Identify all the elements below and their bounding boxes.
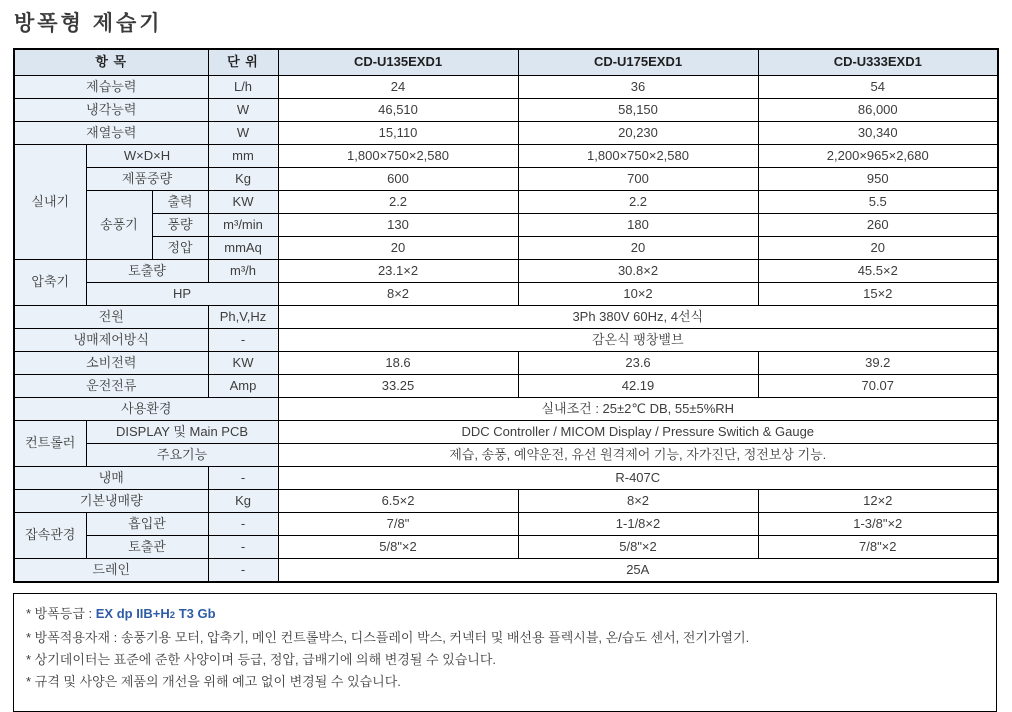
row-drain (14, 559, 998, 583)
note-explosion-class (26, 603, 984, 627)
spec-value-span: R-407C (278, 467, 998, 490)
spec-value: 12×2 (758, 490, 998, 513)
spec-label: 토출관 (86, 536, 208, 559)
row-suction-pipe (14, 513, 998, 536)
spec-value: 33.25 (278, 375, 518, 398)
page-title: 방폭형 제습기 (14, 12, 163, 35)
spec-value-span: DDC Controller / MICOM Display / Pressure Switich & Gauge (278, 421, 998, 444)
spec-label: 기본냉매량 (14, 490, 208, 513)
spec-unit: W (208, 122, 278, 145)
spec-unit: Ph,V,Hz (208, 306, 278, 329)
spec-value: 7/8" (278, 513, 518, 536)
group-indoor-unit: 실내기 (14, 145, 86, 260)
spec-value: 2.2 (278, 191, 518, 214)
spec-label: 정압 (152, 237, 208, 260)
row-refrigerant-control (14, 329, 998, 352)
spec-value: 2,200×965×2,680 (758, 145, 998, 168)
spec-unit: L/h (208, 76, 278, 99)
note-explosion-class-label: * 방폭등급 : (26, 606, 96, 621)
spec-value: 7/8"×2 (758, 536, 998, 559)
note-explosion-class-b: T3 Gb (175, 606, 216, 621)
spec-value: 1,800×750×2,580 (518, 145, 758, 168)
spec-unit: Kg (208, 168, 278, 191)
spec-value: 5/8"×2 (278, 536, 518, 559)
spec-value: 1-1/8×2 (518, 513, 758, 536)
spec-value: 86,000 (758, 99, 998, 122)
spec-value: 36 (518, 76, 758, 99)
spec-label: DISPLAY 및 Main PCB (86, 421, 278, 444)
spec-label: 냉매제어방식 (14, 329, 208, 352)
note-explosion-class-a: EX dp IIB+H (95, 606, 170, 621)
row-fan-static-pressure (14, 237, 998, 260)
spec-value: 1-3/8"×2 (758, 513, 998, 536)
spec-value: 5/8"×2 (518, 536, 758, 559)
row-refrigerant (14, 467, 998, 490)
spec-label: 사용환경 (14, 398, 278, 421)
spec-label: 전원 (14, 306, 208, 329)
spec-unit: - (208, 467, 278, 490)
spec-value: 130 (278, 214, 518, 237)
spec-value-span: 제습, 송풍, 예약운전, 유선 원격제어 기능, 자가진단, 정전보상 기능. (278, 444, 998, 467)
spec-label: 흡입관 (86, 513, 208, 536)
group-controller: 컨트롤러 (14, 421, 86, 467)
row-dehumid-capacity (14, 76, 998, 99)
spec-unit: KW (208, 191, 278, 214)
spec-value: 58,150 (518, 99, 758, 122)
spec-label: 냉매 (14, 467, 208, 490)
note-data-notice: * 상기데이터는 표준에 준한 사양이며 등급, 정압, 급배기에 의해 변경될 수 있습니다. (26, 652, 497, 667)
spec-label: W×D×H (86, 145, 208, 168)
row-dimensions (14, 145, 998, 168)
row-compressor-discharge (14, 260, 998, 283)
spec-value: 5.5 (758, 191, 998, 214)
spec-value: 39.2 (758, 352, 998, 375)
spec-unit: m³/min (208, 214, 278, 237)
spec-value: 24 (278, 76, 518, 99)
row-refrigerant-amount (14, 490, 998, 513)
spec-label: 제품중량 (86, 168, 208, 191)
row-environment (14, 398, 998, 421)
spec-value: 54 (758, 76, 998, 99)
spec-label: 토출량 (86, 260, 208, 283)
row-fan-airflow (14, 214, 998, 237)
spec-value: 20 (518, 237, 758, 260)
group-pipe-connection: 잡속관경 (14, 513, 86, 559)
spec-value: 15×2 (758, 283, 998, 306)
spec-value: 20 (758, 237, 998, 260)
row-discharge-pipe (14, 536, 998, 559)
spec-value: 18.6 (278, 352, 518, 375)
col-header-model-2: CD-U175EXD1 (518, 49, 758, 76)
spec-unit: KW (208, 352, 278, 375)
row-power (14, 306, 998, 329)
spec-value: 20,230 (518, 122, 758, 145)
note-explosion-class-value (96, 606, 216, 621)
spec-value: 46,510 (278, 99, 518, 122)
spec-value: 10×2 (518, 283, 758, 306)
spec-value-span: 감온식 팽창밸브 (278, 329, 998, 352)
row-main-functions (14, 444, 998, 467)
spec-value: 45.5×2 (758, 260, 998, 283)
spec-value: 30.8×2 (518, 260, 758, 283)
spec-unit: m³/h (208, 260, 278, 283)
group-compressor: 압축기 (14, 260, 86, 306)
spec-unit: mmAq (208, 237, 278, 260)
spec-unit: - (208, 513, 278, 536)
spec-value: 260 (758, 214, 998, 237)
spec-label: HP (86, 283, 278, 306)
table-header-row (14, 49, 998, 76)
spec-label: 드레인 (14, 559, 208, 583)
spec-value: 8×2 (278, 283, 518, 306)
row-display-pcb (14, 421, 998, 444)
spec-unit: Amp (208, 375, 278, 398)
spec-value-span: 25A (278, 559, 998, 583)
spec-value: 180 (518, 214, 758, 237)
row-reheat-capacity (14, 122, 998, 145)
spec-value: 600 (278, 168, 518, 191)
spec-label: 출력 (152, 191, 208, 214)
spec-unit: - (208, 559, 278, 583)
row-power-consumption (14, 352, 998, 375)
spec-value: 15,110 (278, 122, 518, 145)
spec-unit: - (208, 329, 278, 352)
spec-label: 풍량 (152, 214, 208, 237)
spec-value: 70.07 (758, 375, 998, 398)
col-header-unit: 단 위 (208, 49, 278, 76)
spec-unit: - (208, 536, 278, 559)
spec-label: 냉각능력 (14, 99, 208, 122)
spec-value: 42.19 (518, 375, 758, 398)
spec-value: 20 (278, 237, 518, 260)
spec-value: 23.1×2 (278, 260, 518, 283)
col-header-model-1: CD-U135EXD1 (278, 49, 518, 76)
footnotes-box (13, 593, 997, 712)
spec-table (13, 48, 999, 583)
col-header-model-3: CD-U333EXD1 (758, 49, 998, 76)
spec-unit: Kg (208, 490, 278, 513)
row-product-weight (14, 168, 998, 191)
spec-label: 재열능력 (14, 122, 208, 145)
spec-value: 8×2 (518, 490, 758, 513)
spec-value: 950 (758, 168, 998, 191)
spec-value: 1,800×750×2,580 (278, 145, 518, 168)
spec-label: 주요기능 (86, 444, 278, 467)
spec-label: 소비전력 (14, 352, 208, 375)
row-running-current (14, 375, 998, 398)
group-fan: 송풍기 (86, 191, 152, 260)
note-explosion-class-sub: 2 (169, 610, 176, 621)
spec-value: 700 (518, 168, 758, 191)
note-materials: * 방폭적용자재 : 송풍기용 모터, 압축기, 메인 컨트롤박스, 디스플레이 박스, 커넥터 및 배선용 플렉시블, 온/습도 센서, 전기가열기. (26, 630, 750, 645)
row-cooling-capacity (14, 99, 998, 122)
spec-value: 30,340 (758, 122, 998, 145)
row-compressor-hp (14, 283, 998, 306)
spec-label: 운전전류 (14, 375, 208, 398)
spec-unit: W (208, 99, 278, 122)
spec-unit: mm (208, 145, 278, 168)
col-header-item: 항 목 (14, 49, 208, 76)
row-fan-output (14, 191, 998, 214)
spec-value: 2.2 (518, 191, 758, 214)
note-spec-notice: * 규격 및 사양은 제품의 개선을 위해 예고 없이 변경될 수 있습니다. (26, 674, 401, 689)
spec-value: 6.5×2 (278, 490, 518, 513)
spec-label: 제습능력 (14, 76, 208, 99)
spec-value: 23.6 (518, 352, 758, 375)
spec-value-span: 3Ph 380V 60Hz, 4선식 (278, 306, 998, 329)
spec-value-span: 실내조건 : 25±2℃ DB, 55±5%RH (278, 398, 998, 421)
